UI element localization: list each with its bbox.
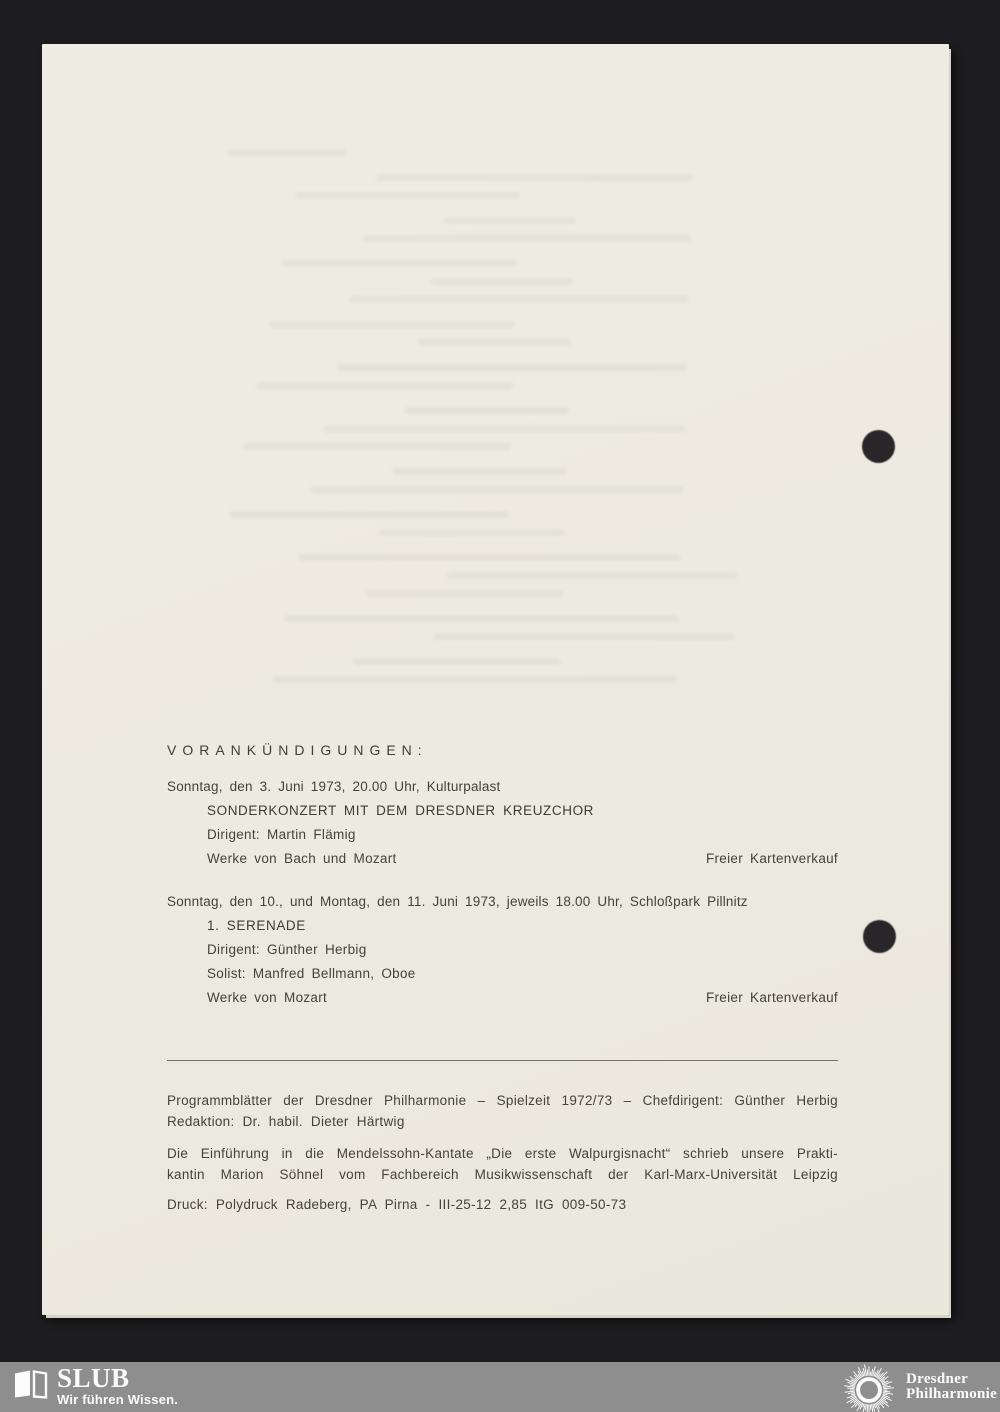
slub-logo <box>13 1365 178 1407</box>
announcement-2-title: 1. SERENADE <box>207 918 306 933</box>
philharmonie-wordmark-line2: Philharmonie <box>906 1386 998 1402</box>
imprint-print-line: Druck: Polydruck Radeberg, PA Pirna - III-25-12 2,85 ItG 009-50-73 <box>167 1197 627 1212</box>
announcement-1-date: Sonntag, den 3. Juni 1973, 20.00 Uhr, Kulturpalast <box>167 779 501 794</box>
imprint-publisher-line: Programmblätter der Dresdner Philharmonie – Spielzeit 1972/73 – Chefdirigent: Günther Herbig <box>167 1093 838 1108</box>
announcement-1-works-row <box>167 847 838 871</box>
announcement-1-conductor: Dirigent: Martin Flämig <box>207 827 356 842</box>
announcement-2 <box>167 890 838 1010</box>
imprint-editor-line: Redaktion: Dr. habil. Dieter Härtwig <box>167 1113 405 1129</box>
announcement-1-ticket-note: Freier Kartenverkauf <box>705 851 838 866</box>
punch-hole-top <box>862 430 895 463</box>
philharmonie-wordmark-line1: Dresdner <box>906 1370 969 1387</box>
announcement-1 <box>167 775 838 871</box>
announcement-1-title: SONDERKONZERT MIT DEM DRESDNER KREUZCHOR <box>207 803 595 818</box>
slub-wordmark: SLUB <box>57 1363 130 1393</box>
slub-tagline: Wir führen Wissen. <box>57 1392 179 1407</box>
imprint <box>167 1091 838 1216</box>
imprint-note-line1: Die Einführung in die Mendelssohn-Kantate „Die erste Walpurgisnacht“ schrieb unsere Prakti- <box>167 1146 838 1161</box>
announcement-1-works: Werke von Bach und Mozart <box>207 851 397 866</box>
imprint-note-line2: kantin Marion Söhnel vom Fachbereich Musikwissenschaft der Karl-Marx-Universität Leipzig <box>167 1166 838 1182</box>
announcement-2-conductor: Dirigent: Günther Herbig <box>207 942 367 957</box>
announcement-2-works-row <box>167 986 838 1010</box>
announcement-2-ticket-note: Freier Kartenverkauf <box>705 990 838 1005</box>
punch-hole-bottom <box>863 920 896 953</box>
philharmonie-wordmark <box>906 1372 997 1403</box>
watermark-bar <box>0 1362 1000 1412</box>
slub-book-icon <box>13 1367 49 1402</box>
dresdner-philharmonie-logo <box>841 1362 997 1412</box>
starburst-icon <box>841 1362 897 1412</box>
page-content <box>167 742 838 1216</box>
scanned-page <box>42 44 949 1315</box>
announcement-2-date: Sonntag, den 10., und Montag, den 11. Juni 1973, jeweils 18.00 Uhr, Schloßpark Pillnitz <box>167 894 748 909</box>
slub-text <box>57 1365 178 1407</box>
announcement-2-soloist: Solist: Manfred Bellmann, Oboe <box>207 966 416 981</box>
page-heading: VORANKÜNDIGUNGEN: <box>167 742 428 758</box>
announcement-2-works: Werke von Mozart <box>207 990 328 1005</box>
divider-line <box>167 1060 838 1061</box>
